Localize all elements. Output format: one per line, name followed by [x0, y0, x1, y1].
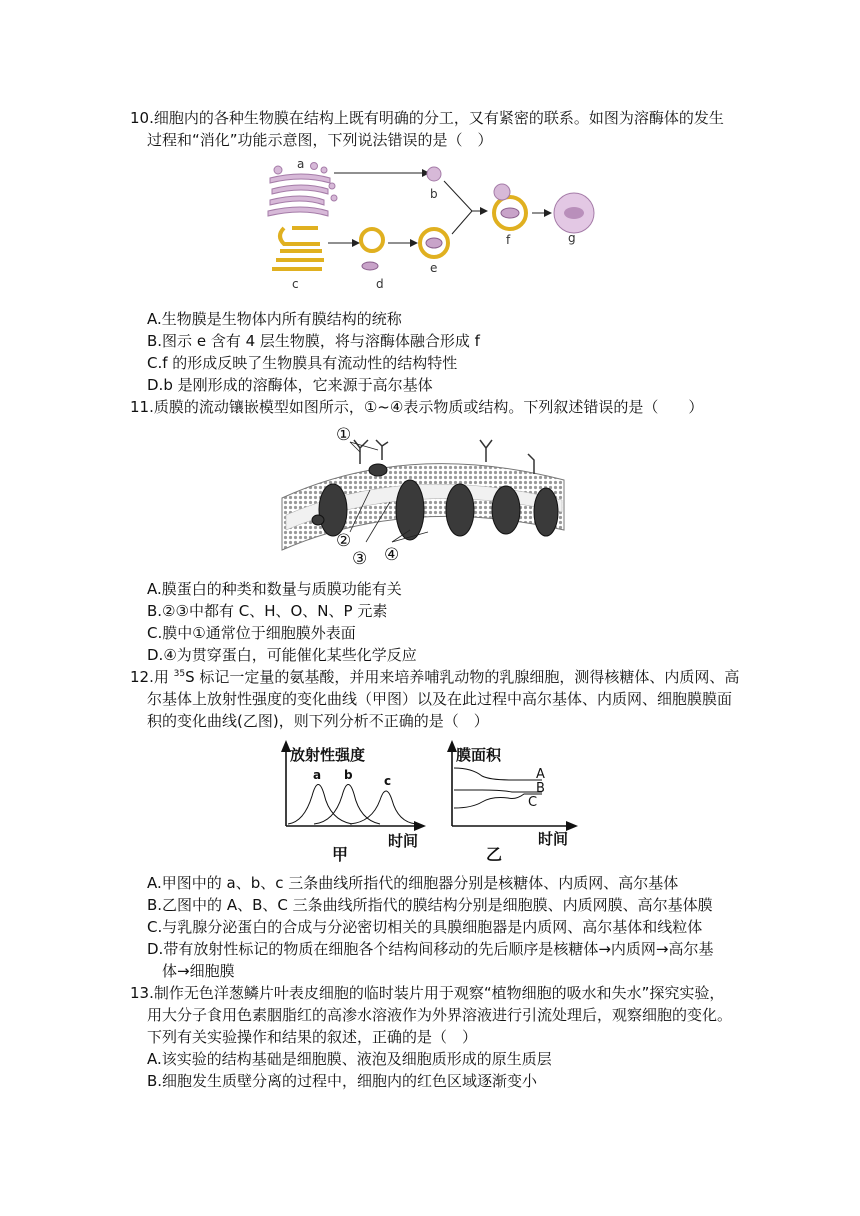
jia-label-c: c	[384, 774, 392, 788]
label-1: ①	[336, 425, 352, 445]
label-e: e	[430, 261, 438, 275]
q13-option-a: A.该实验的结构基础是细胞膜、液泡及细胞质形成的原生质层	[147, 1050, 552, 1068]
yi-curve-b	[454, 790, 542, 792]
q10-option-a: A.生物膜是生物体内所有膜结构的统称	[147, 310, 402, 328]
label-b: b	[430, 187, 438, 201]
yi-label-c: C	[528, 795, 538, 810]
q13-stem-line1: 13.制作无色洋葱鳞片叶表皮细胞的临时装片用于观察“植物细胞的吸水和失水”探究实验，	[130, 984, 725, 1002]
label-g: g	[568, 231, 576, 245]
label-c: c	[292, 277, 299, 291]
chart-jia	[270, 738, 440, 866]
jia-ylabel: 放射性强度	[290, 746, 366, 764]
q10-option-d: D.b 是刚形成的溶酶体，它来源于高尔基体	[147, 376, 433, 394]
q12-stem-line2: 尔基体上放射性强度的变化曲线（甲图）以及在此过程中高尔基体、内质网、细胞膜膜面	[147, 690, 733, 708]
label-2: ②	[336, 531, 352, 551]
q11-membrane-figure	[278, 420, 566, 572]
q11-option-c: C.膜中①通常位于细胞膜外表面	[147, 624, 356, 642]
q10-stem-line1: 10.细胞内的各种生物膜在结构上既有明确的分工，又有紧密的联系。如图为溶酶体的发生	[130, 109, 724, 127]
q10-lysosome-figure	[262, 156, 612, 296]
jia-caption: 甲	[332, 845, 349, 864]
q11-stem-line1: 11.质膜的流动镶嵌模型如图所示，①~④表示物质或结构。下列叙述错误的是（ ）	[130, 398, 704, 416]
q10-stem-line2: 过程和“消化”功能示意图，下列说法错误的是（ ）	[147, 131, 493, 149]
jia-label-a: a	[313, 768, 322, 782]
q12-stem-line3: 积的变化曲线(乙图)，则下列分析不正确的是（ ）	[147, 712, 489, 730]
yi-label-a: A	[536, 767, 545, 782]
yi-curve-a	[454, 768, 542, 780]
structure-d	[361, 229, 383, 251]
q12-option-d: D.带有放射性标记的物质在细胞各个结构间移动的先后顺序是核糖体→内质网→高尔基	[147, 940, 714, 958]
jia-curve-b	[314, 784, 380, 824]
label-f: f	[506, 233, 511, 247]
label-4: ④	[384, 545, 400, 565]
q10-option-c: C.f 的形成反映了生物膜具有流动性的结构特性	[147, 354, 458, 372]
yi-label-b: B	[536, 781, 545, 796]
yi-xlabel: 时间	[538, 830, 569, 848]
label-d: d	[376, 277, 384, 291]
q12-option-c: C.与乳腺分泌蛋白的合成与分泌密切相关的具膜细胞器是内质网、高尔基体和线粒体	[147, 918, 703, 936]
jia-xlabel: 时间	[388, 832, 419, 850]
q10-option-b: B.图示 e 含有 4 层生物膜，将与溶酶体融合形成 f	[147, 332, 480, 350]
yi-ylabel: 膜面积	[456, 746, 502, 764]
q11-option-d: D.④为贯穿蛋白，可能催化某些化学反应	[147, 646, 417, 664]
jia-label-b: b	[344, 768, 353, 782]
structure-c	[272, 228, 324, 269]
chart-yi	[442, 738, 592, 866]
label-a: a	[297, 157, 305, 171]
jia-curve-c	[350, 791, 416, 824]
q12-option-a: A.甲图中的 a、b、c 三条曲线所指代的细胞器分别是核糖体、内质网、高尔基体	[147, 874, 679, 892]
q13-stem-line3: 下列有关实验操作和结果的叙述，正确的是（ ）	[147, 1028, 478, 1046]
q11-option-a: A.膜蛋白的种类和数量与质膜功能有关	[147, 580, 402, 598]
jia-curve-a	[288, 784, 352, 824]
label-3: ③	[352, 549, 368, 569]
q13-stem-line2: 用大分子食用色素胭脂红的高渗水溶液作为外界溶液进行引流处理后，观察细胞的变化。	[147, 1006, 733, 1024]
q13-option-b: B.细胞发生质壁分离的过程中，细胞内的红色区域逐渐变小	[147, 1072, 538, 1090]
q12-option-b: B.乙图中的 A、B、C 三条曲线所指代的膜结构分别是细胞膜、内质网膜、高尔基体膜	[147, 896, 713, 914]
structure-b	[427, 167, 441, 181]
q12-stem-line1: 12.用 $^{35}$S 标记一定量的氨基酸，并用来培养哺乳动物的乳腺细胞，测得核糖体、内质网、高	[130, 668, 740, 686]
yi-caption: 乙	[486, 845, 503, 864]
q12-option-d-cont: 体→细胞膜	[162, 962, 235, 980]
q11-option-b: B.②③中都有 C、H、O、N、P 元素	[147, 602, 388, 620]
